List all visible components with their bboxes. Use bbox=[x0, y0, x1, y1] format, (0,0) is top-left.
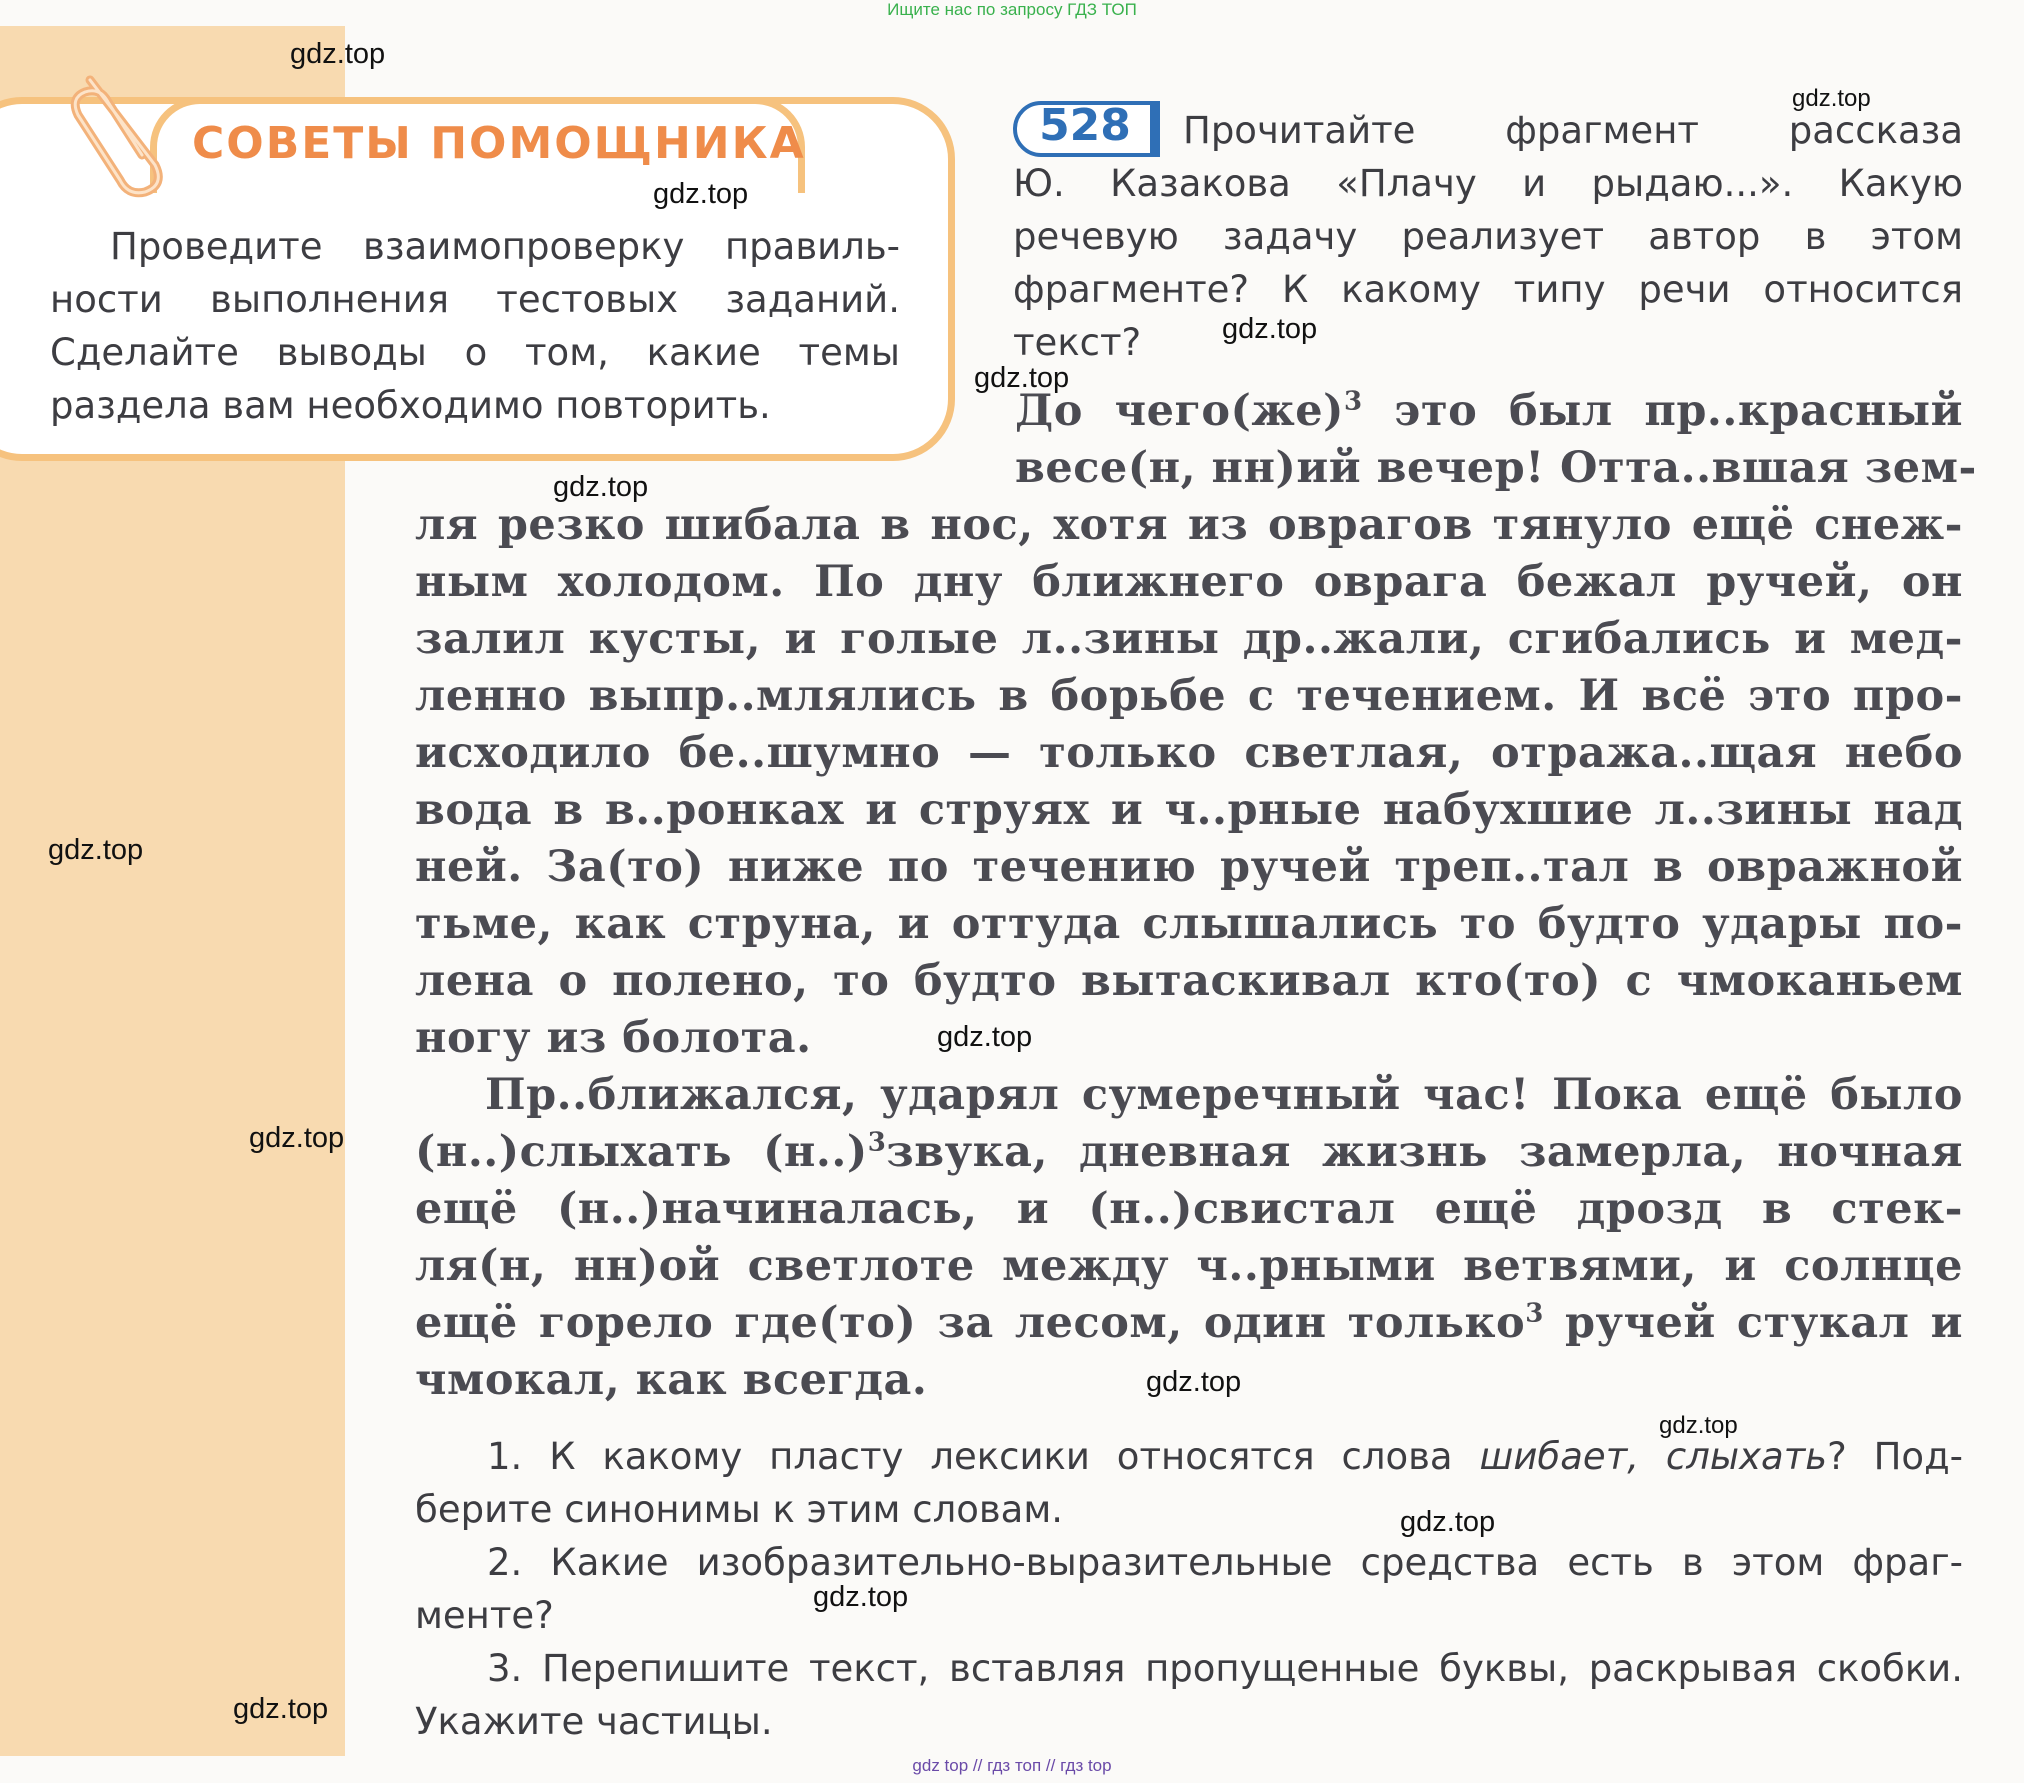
story-paragraph-2 bbox=[415, 1067, 1963, 1409]
watermark: gdz.top bbox=[48, 834, 144, 866]
story-line: лена о полено, то будто вытаскивал кто(то) с чмоканьем bbox=[415, 956, 1963, 1006]
watermark: gdz.top bbox=[1222, 313, 1318, 345]
tips-line: Сделайте выводы о том, какие темы bbox=[50, 331, 900, 374]
exercise-task bbox=[1013, 104, 1963, 369]
tips-line: раздела вам необходимо повторить. bbox=[50, 384, 771, 427]
question-1-cont: берите синонимы к этим словам. bbox=[415, 1488, 1064, 1531]
watermark: gdz.top bbox=[974, 362, 1070, 394]
exercise-number: 528 bbox=[1039, 100, 1131, 151]
story-line: тьме, как струна, и оттуда слышались то будто удары по- bbox=[415, 899, 1963, 949]
story-line: весе(н, нн)ий вечер! Отта..вшая зем- bbox=[1015, 443, 1977, 493]
watermark: gdz.top bbox=[1146, 1366, 1242, 1398]
story-line: ленно выпр..млялись в борьбе с течением. И всё это про- bbox=[415, 671, 1963, 721]
story-text: (н..)слыхать (н..) bbox=[415, 1127, 868, 1177]
watermark: gdz.top bbox=[1400, 1506, 1496, 1538]
story-line: вода в в..ронках и струях и ч..рные набухшие л..зины над bbox=[415, 785, 1963, 835]
task-line: Прочитайте фрагмент рассказа bbox=[1183, 109, 1963, 152]
watermark: gdz.top bbox=[1792, 85, 1871, 112]
question-text: ? Под- bbox=[1827, 1435, 1964, 1478]
story-text: До чего(же) bbox=[1015, 386, 1344, 436]
story-line: ля(н, нн)ой светлоте между ч..рными ветвями, и солнце bbox=[415, 1241, 1963, 1291]
tips-title: СОВЕТЫ ПОМОЩНИКА bbox=[192, 118, 806, 169]
story-text: это был пр..красный bbox=[1362, 386, 1963, 436]
bottom-banner[interactable]: gdz top // гдз топ // гдз top bbox=[912, 1756, 1112, 1775]
task-line: Ю. Казакова «Плачу и рыдаю...». Какую bbox=[1013, 162, 1963, 205]
question-2: 2. Какие изобразительно-выразительные средства есть в этом фраг- bbox=[487, 1541, 1963, 1584]
story-line bbox=[415, 1295, 1963, 1352]
task-line: речевую задачу реализует автор в этом bbox=[1013, 215, 1963, 258]
watermark: gdz.top bbox=[553, 471, 649, 503]
watermark: gdz.top bbox=[249, 1122, 345, 1154]
superscript-mark: 3 bbox=[1343, 386, 1363, 417]
watermark: gdz.top bbox=[290, 38, 386, 70]
superscript-mark: 3 bbox=[867, 1127, 887, 1158]
questions-list bbox=[415, 1430, 1963, 1748]
tips-line: Проведите взаимопроверку правиль- bbox=[110, 225, 900, 268]
story-line: Пр..ближался, ударял сумеречный час! Пока ещё было bbox=[485, 1070, 1963, 1120]
story-line: залил кусты, и голые л..зины др..жали, сгибались и мед- bbox=[415, 614, 1963, 664]
paperclip-icon bbox=[60, 60, 170, 200]
question-2-cont: менте? bbox=[415, 1594, 554, 1637]
watermark: gdz.top bbox=[653, 178, 749, 210]
story-line bbox=[415, 383, 1963, 440]
question-italic-words: шибает, слыхать bbox=[1479, 1435, 1828, 1478]
watermark: gdz.top bbox=[813, 1581, 909, 1613]
story-text: ещё горело где(то) за лесом, один только bbox=[415, 1298, 1526, 1348]
story-line: ещё (н..)начиналась, и (н..)свистал ещё дрозд в стек- bbox=[415, 1184, 1963, 1234]
story-text: ручей стукал и bbox=[1543, 1298, 1963, 1348]
question-3: 3. Перепишите текст, вставляя пропущенные буквы, раскрывая скобки. bbox=[487, 1647, 1963, 1690]
task-line: фрагменте? К какому типу речи относится bbox=[1013, 268, 1963, 311]
watermark: gdz.top bbox=[1659, 1412, 1738, 1439]
story-text: звука, дневная жизнь замерла, ночная bbox=[886, 1127, 1963, 1177]
top-banner[interactable]: Ищите нас по запросу ГДЗ ТОП bbox=[887, 0, 1137, 19]
story-line: ней. За(то) ниже по течению ручей треп..тал в овражной bbox=[415, 842, 1963, 892]
story-line: ным холодом. По дну ближнего оврага бежал ручей, он bbox=[415, 557, 1963, 607]
task-line: текст? bbox=[1013, 321, 1142, 364]
superscript-mark: 3 bbox=[1525, 1298, 1544, 1329]
tips-line: ности выполнения тестовых заданий. bbox=[50, 278, 900, 321]
watermark: gdz.top bbox=[233, 1693, 329, 1725]
question-text: 1. К какому пласту лексики относятся слова bbox=[487, 1435, 1480, 1478]
question-3-cont: Укажите частицы. bbox=[415, 1700, 773, 1743]
story-line: ля резко шибала в нос, хотя из оврагов тянуло ещё снеж- bbox=[415, 500, 1963, 550]
story-line: ногу из болота. bbox=[415, 1013, 812, 1063]
story-line: исходило бе..шумно — только светлая, отража..щая небо bbox=[415, 728, 1963, 778]
story-line: чмокал, как всегда. bbox=[415, 1355, 928, 1405]
watermark: gdz.top bbox=[937, 1021, 1033, 1053]
story-line bbox=[415, 1124, 1963, 1181]
